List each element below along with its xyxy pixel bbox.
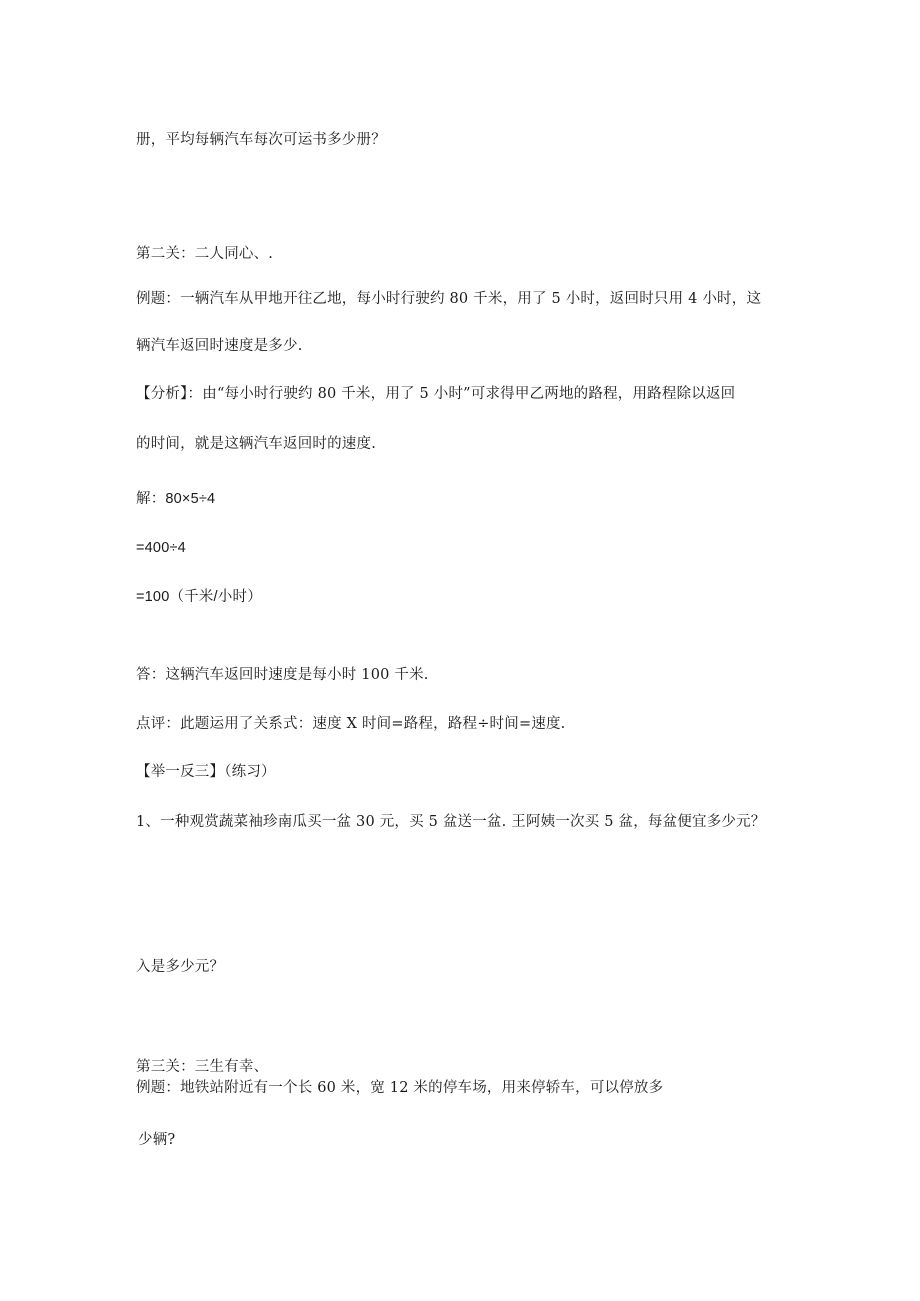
section-heading-level-2: 第二关：二人同心、. [136,246,274,262]
text-line-fragment: 入是多少元？ [136,959,225,975]
text-line-continuation: 册，平均每辆汽车每次可运书多少册？ [136,132,386,148]
example-problem-3-line-1: 例题：地铁站附近有一个长 60 米，宽 12 米的停车场，用来停轿车，可以停放多 [136,1080,664,1096]
example-problem-line-1: 例题：一辆汽车从甲地开往乙地，每小时行驶约 80 千米，用了 5 小时，返回时只用 4 小时，这 [136,291,762,307]
analysis-line-2: 的时间，就是这辆汽车返回时的速度. [136,436,377,452]
example-problem-line-2: 辆汽车返回时速度是多少. [136,338,303,354]
analysis-line-1: 【分析】：由“每小时行驶约 80 千米，用了 5 小时”可求得甲乙两地的路程，用路程除以返回 [136,386,736,402]
solution-step-1: 解：80×5÷4 [136,491,216,507]
practice-question-1: 1、一种观赏蔬菜袖珍南瓜买一盆 30 元，买 5 盆送一盆. 王阿姨一次买 5 盆，每盆便宜多少元？ [136,814,766,830]
answer-line: 答：这辆汽车返回时速度是每小时 100 千米. [136,667,429,683]
section-heading-level-3: 第三关：三生有幸、 [136,1059,269,1075]
example-problem-3-line-2: 少辆? [138,1132,176,1148]
practice-heading: 【举一反三】（练习） [136,764,276,780]
solution-step-2: =400÷4 [136,540,186,556]
comment-line: 点评：此题运用了关系式：速度 X 时间=路程，路程÷时间=速度. [136,716,566,732]
solution-step-3: =100（千米/小时） [136,589,262,605]
